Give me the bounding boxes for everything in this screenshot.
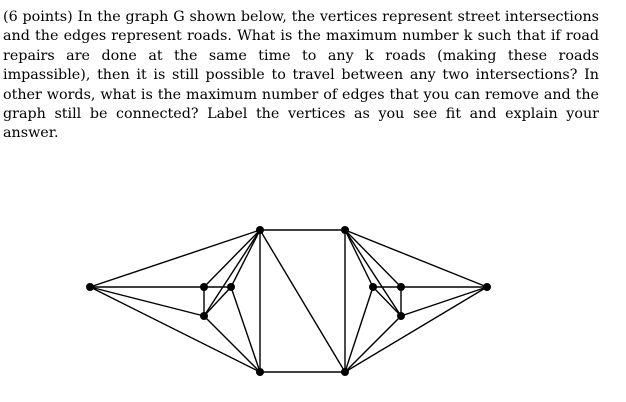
- vertex: [200, 283, 208, 291]
- vertex: [397, 283, 405, 291]
- edge: [345, 287, 373, 372]
- edge: [345, 230, 401, 316]
- vertex: [397, 312, 405, 320]
- vertex: [483, 283, 491, 291]
- problem-points: (6 points): [3, 9, 73, 25]
- edge: [260, 230, 345, 372]
- edge: [373, 287, 401, 316]
- graph-edges: [90, 230, 487, 372]
- vertex: [256, 226, 264, 234]
- vertex: [227, 283, 235, 291]
- edge: [204, 230, 260, 316]
- edge: [345, 230, 487, 287]
- edge: [90, 287, 204, 316]
- edge: [90, 287, 260, 372]
- edge: [204, 316, 260, 372]
- vertex: [341, 226, 349, 234]
- edge: [90, 230, 260, 287]
- edge: [204, 287, 231, 316]
- vertex: [341, 368, 349, 376]
- edge: [345, 230, 373, 287]
- vertex: [369, 283, 377, 291]
- vertex: [256, 368, 264, 376]
- vertex: [200, 312, 208, 320]
- edge: [345, 230, 401, 287]
- edge: [401, 287, 487, 316]
- edge: [204, 230, 260, 287]
- problem-text: In the graph G shown below, the vertices represent street intersections and the edges represent roads. What is the maximum number k such that if road repairs are done at the same time to any k roads (making these roads impassible), then it is still possible to travel between any two intersections? In other words, what is the maximum number of edges that you can remove and the graph still be connected? Label the vertices as you see fit and explain your answer.: [3, 9, 600, 142]
- vertex: [86, 283, 94, 291]
- edge: [345, 287, 487, 372]
